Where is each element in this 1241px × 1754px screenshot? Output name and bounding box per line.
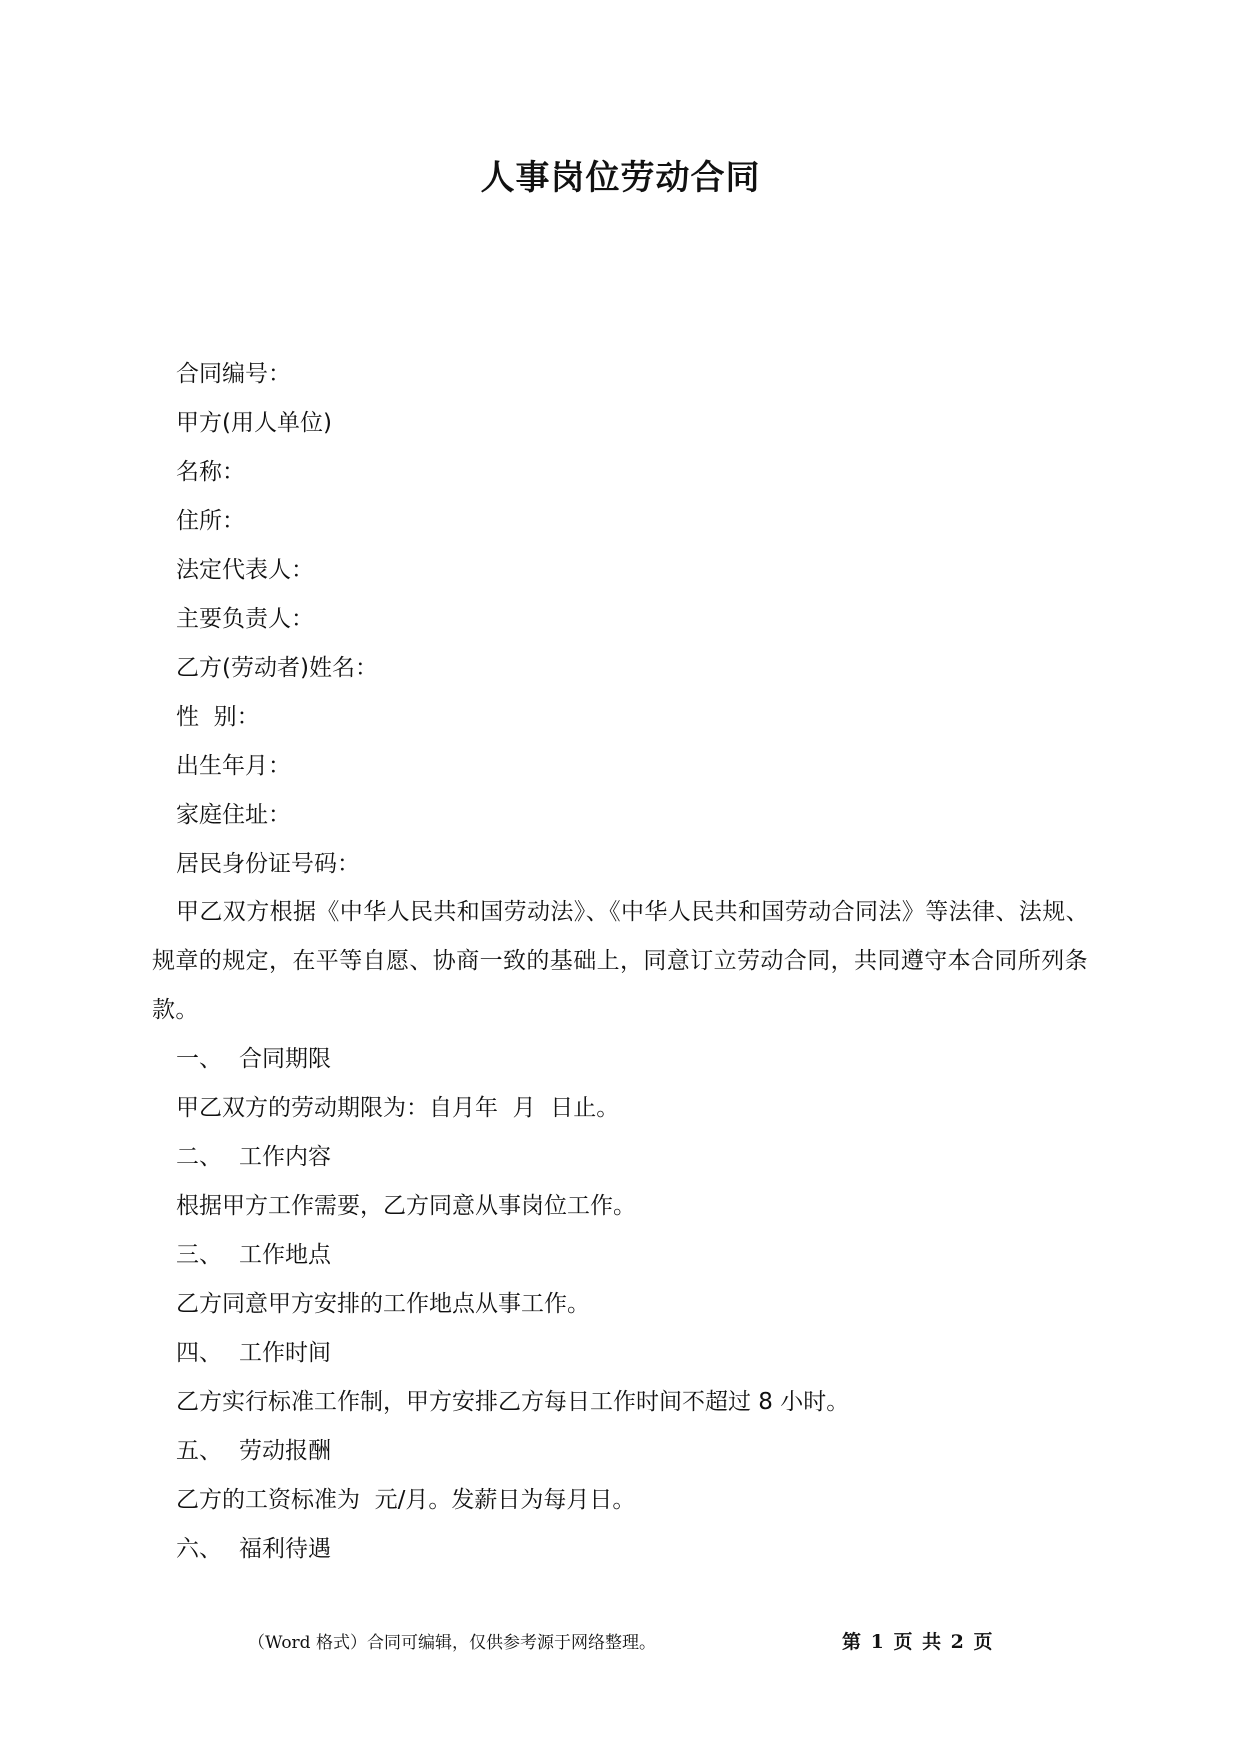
- section-heading: [176, 1133, 1096, 1182]
- field-contract-number: 合同编号：: [176, 361, 291, 387]
- section-heading: [176, 1035, 1096, 1084]
- contract-sections: [176, 1035, 1096, 1574]
- section-number: 一、: [176, 1046, 222, 1072]
- section-heading: [176, 1525, 1096, 1574]
- section-number: 二、: [176, 1144, 222, 1170]
- section-title: 劳动报酬: [239, 1438, 331, 1464]
- page-number: 第 1 页 共 2 页: [842, 1631, 993, 1653]
- field-name: 名称：: [176, 459, 245, 485]
- field-home-address: 家庭住址：: [176, 802, 291, 828]
- field-birth-date: 出生年月：: [176, 753, 291, 779]
- section-heading: [176, 1427, 1096, 1476]
- field-party-a: 甲方(用人单位): [176, 410, 332, 436]
- section-heading: [176, 1329, 1096, 1378]
- document-title: 人事岗位劳动合同: [480, 158, 761, 198]
- section-title: 工作时间: [239, 1340, 331, 1366]
- field-gender: 性 别：: [176, 704, 260, 730]
- party-info-fields: [176, 350, 1096, 889]
- section-number: 三、: [176, 1242, 222, 1268]
- section-body: 根据甲方工作需要，乙方同意从事岗位工作。: [176, 1193, 636, 1219]
- section-number: 六、: [176, 1536, 222, 1562]
- field-legal-representative: 法定代表人：: [176, 557, 314, 583]
- section-heading: [176, 1231, 1096, 1280]
- section-number: 五、: [176, 1438, 222, 1464]
- section-title: 合同期限: [239, 1046, 331, 1072]
- section-number: 四、: [176, 1340, 222, 1366]
- section-title: 工作地点: [239, 1242, 331, 1268]
- footer-note: （Word 格式）合同可编辑，仅供参考源于网络整理。: [248, 1633, 656, 1653]
- section-body: 乙方同意甲方安排的工作地点从事工作。: [176, 1291, 590, 1317]
- section-body: 甲乙双方的劳动期限为：自月年 月 日止。: [176, 1095, 620, 1121]
- field-address: 住所：: [176, 508, 245, 534]
- section-body: 乙方实行标准工作制，甲方安排乙方每日工作时间不超过 8 小时。: [176, 1389, 850, 1415]
- section-title: 工作内容: [239, 1144, 331, 1170]
- field-party-b-name: 乙方(劳动者)姓名：: [176, 655, 378, 681]
- section-body: 乙方的工资标准为 元/月。发薪日为每月日。: [176, 1487, 636, 1513]
- field-principal: 主要负责人：: [176, 606, 314, 632]
- section-title: 福利待遇: [239, 1536, 331, 1562]
- intro-paragraph: 甲乙双方根据《中华人民共和国劳动法》、《中华人民共和国劳动合同法》等法律、法规、规章的规定，在平等自愿、协商一致的基础上，同意订立劳动合同，共同遵守本合同所列条款。: [152, 899, 1089, 1023]
- field-id-number: 居民身份证号码：: [176, 851, 360, 877]
